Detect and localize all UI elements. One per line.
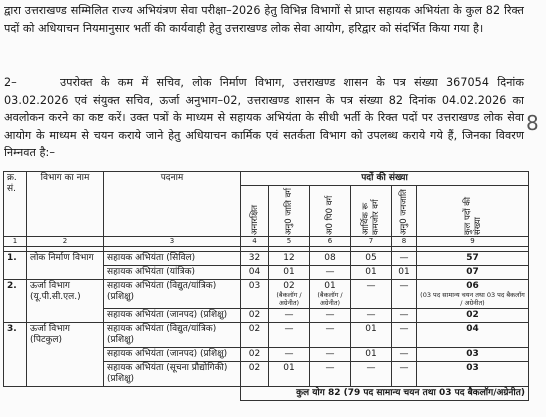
table-row: सहायक अभियंता (जानपद) (प्रशिक्षु) 02 — — 01 — 03 xyxy=(4,348,529,362)
total-summary: कुल योग 82 (79 पद सामान्य चयन तथा 03 पद बैकलॉग/अग्रेनीत) xyxy=(241,387,529,401)
table-row: सहायक अभियंता (जानपद) (प्रशिक्षु) 02 — — — — 02 xyxy=(4,309,529,323)
column-number-row: 1 2 3 4 5 6 7 8 9 xyxy=(4,237,529,247)
table-row: सहायक अभियंता (सूचना प्रौद्योगिकी) (प्रशिक्षु) 02 01 — — — 03 xyxy=(4,362,529,387)
header-total: कुल पदों की संख्या xyxy=(417,186,529,237)
header-count-group: पदों की संख्या xyxy=(241,172,529,186)
table-row: 1. लोक निर्माण विभाग सहायक अभियंता (सिविल) 32 12 08 05 — 57 xyxy=(4,252,529,266)
header-sc: अनु0 जाति वर्ग xyxy=(269,186,310,237)
header-ews: आर्थिक रू कमजोर वर्ग xyxy=(351,186,392,237)
header-obc: अ0 पि0 वर्ग xyxy=(310,186,351,237)
header-st: अनु0 जनजाति xyxy=(392,186,417,237)
table-footer-row xyxy=(4,387,529,401)
paragraph-number: 2– xyxy=(4,76,17,89)
header-dept: विभाग का नाम xyxy=(27,172,104,237)
table-row: सहायक अभियंता (यांत्रिक) 04 01 — 01 01 07 xyxy=(4,266,529,280)
page-number: 8 xyxy=(526,111,539,135)
table-row: 3. ऊर्जा विभाग (पिटकुल) सहायक अभियंता (विद्युत/यांत्रिक) (प्रशिक्षु) 02 — — 01 — 04 xyxy=(4,323,529,348)
reference-paragraph-text: उपरोक्त के कम में सचिव, लोक निर्माण विभाग, उत्तराखण्ड शासन के पत्र संख्या 367054 दिनांक 03.02.2026 एवं संयुक्त सचिव, ऊर्जा अनुभाग–02, उत्तराखण्ड शासन के पत्र संख्या 82 दिनांक 04.02.2026 का अवलोकन करने का कष्ट करें। उक्त पत्रों के माध्यम से सहायक अभियंता के सीधी भर्ती के रिक्त पदों पर उत्तराखण्ड लोक सेवा आयोग के माध्यम से चयन कराये जाने हेतु अधियाचन कार्मिक एवं सतर्कता विभाग को उपलब्ध कराये गये हैं, जिनका विवरण निम्नवत है:– xyxy=(4,76,524,159)
reference-paragraph xyxy=(4,74,524,162)
intro-paragraph: द्वारा उत्तराखण्ड सम्मिलित राज्य अभियंत्रण सेवा परीक्षा–2026 हेतु विभिन्न विभागों से प्राप्त सहायक अभियंता के कुल 82 रिक्त पदों को अधियाचन नियमानुसार भर्ती की कार्यवाही हेतु उत्तराखण्ड लोक सेवा आयोग, हरिद्वार को संदर्भित किया गया है। xyxy=(4,4,524,35)
table-row: 2. ऊर्जा विभाग (यू.पी.सी.एल.) सहायक अभियंता (विद्युत/यांत्रिक) (प्रशिक्षु) 03 02 (बैकलॉग / अग्रेनीत) 01 (बैकलॉग / अग्रेनीत) — — 06 (03 पद सामान्य चयन तथा 03 पद बैकलॉग / अग्रेनीत) xyxy=(4,280,529,309)
header-post: पदनाम xyxy=(104,172,241,237)
vacancy-table xyxy=(3,171,529,401)
header-sno: क्र. सं. xyxy=(4,172,27,237)
header-general: अनारक्षित xyxy=(241,186,269,237)
